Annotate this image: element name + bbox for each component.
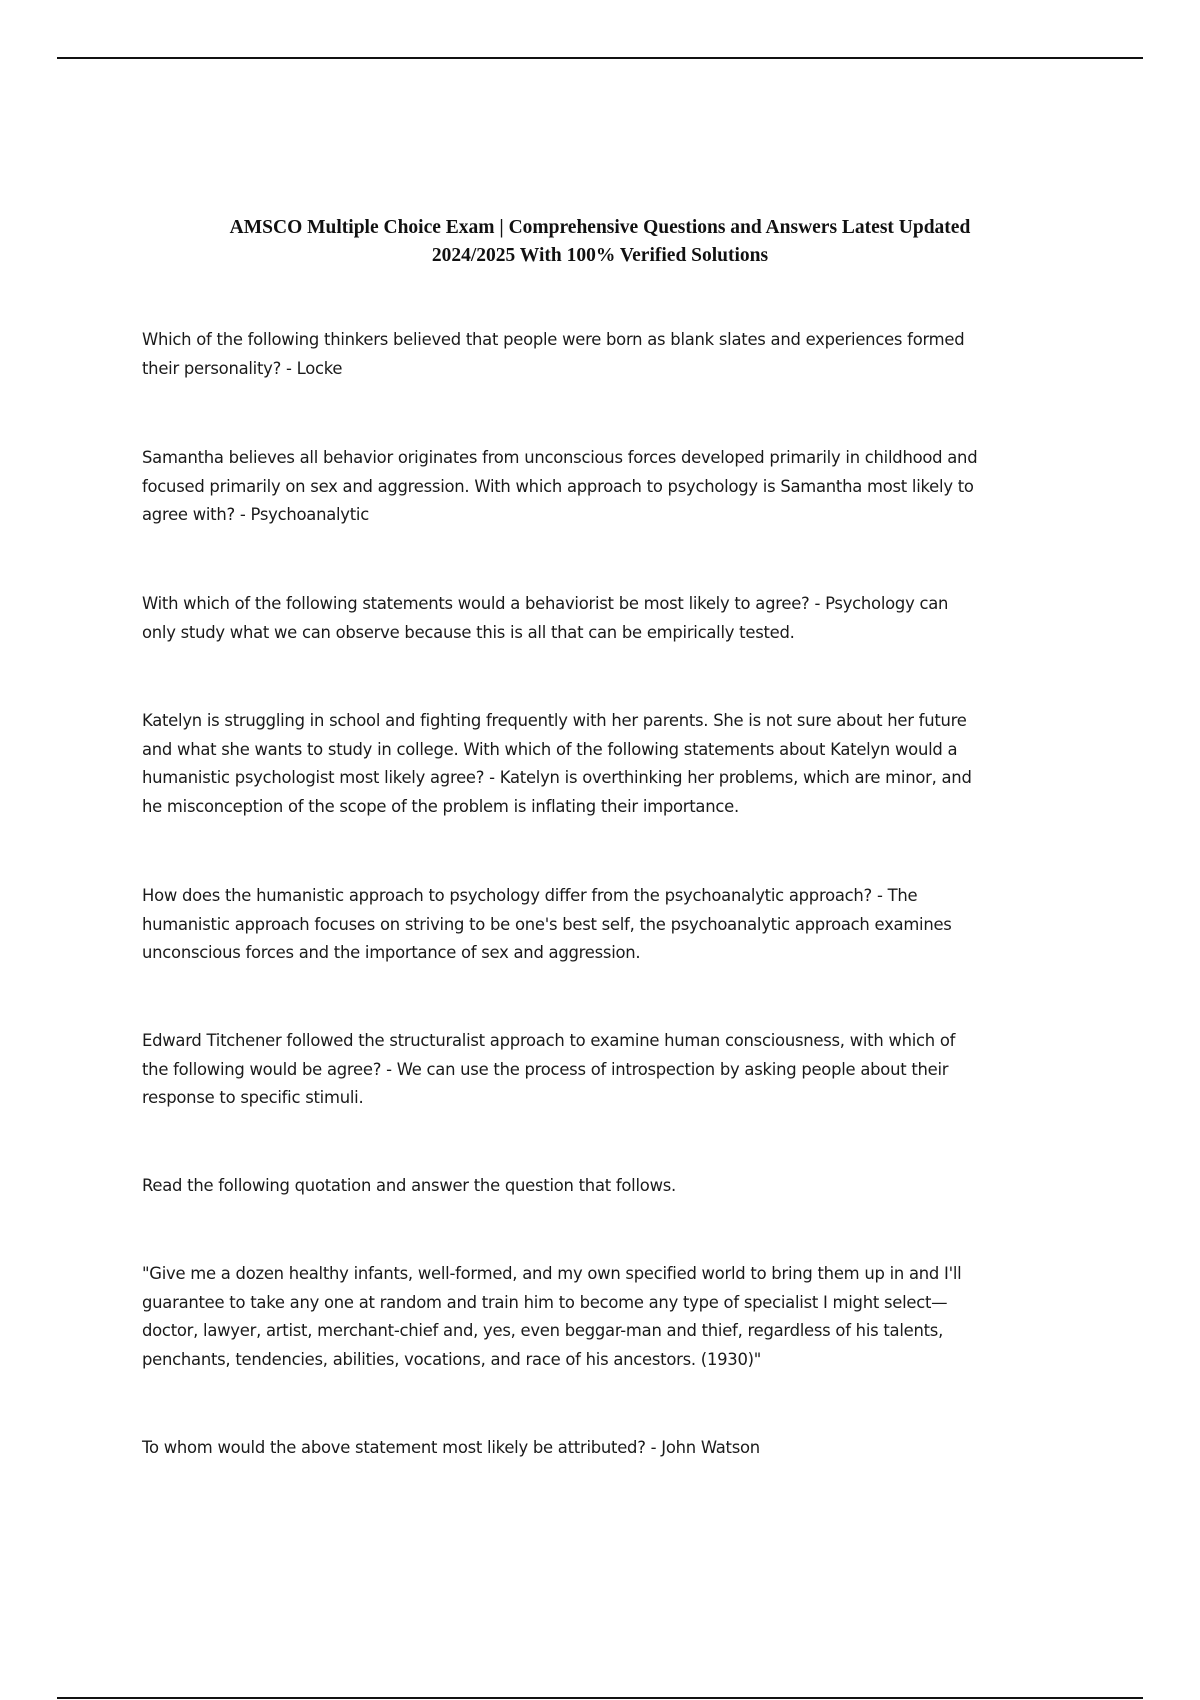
text-line: he misconception of the scope of the problem is inflating their importance. — [142, 796, 739, 816]
text-line: humanistic psychologist most likely agree? - Katelyn is overthinking her problems, which are minor, and — [142, 768, 972, 788]
text-line: Edward Titchener followed the structuralist approach to examine human consciousness, with which of — [142, 1031, 956, 1050]
text-line: doctor, lawyer, artist, merchant-chief and, yes, even beggar-man and thief, regardless of his talents, — [142, 1321, 944, 1341]
question-humanistic-vs-psychoanalytic — [142, 882, 1072, 968]
text-line: only study what we can observe because this is all that can be empirically tested. — [142, 622, 795, 642]
text-line: Which of the following thinkers believed that people were born as blank slates and experiences formed — [142, 330, 965, 349]
text-line: agree with? - Psychoanalytic — [142, 505, 369, 525]
top-rule — [57, 57, 1143, 59]
question-behaviorist — [142, 590, 1072, 647]
text-line: penchants, tendencies, abilities, vocations, and race of his ancestors. (1930)" — [142, 1349, 762, 1369]
text-line: and what she wants to study in college. With which of the following statements about Katelyn would a — [142, 739, 958, 759]
text-line: unconscious forces and the importance of sex and aggression. — [142, 943, 641, 963]
question-psychoanalytic — [142, 444, 1072, 530]
text-line: response to specific stimuli. — [142, 1088, 364, 1108]
text-line: With which of the following statements would a behaviorist be most likely to agree? - Psychology can — [142, 594, 949, 613]
document-title — [150, 214, 1050, 270]
quotation-intro — [142, 1172, 1072, 1201]
question-john-watson — [142, 1434, 1072, 1463]
text-line: humanistic approach focuses on striving to be one's best self, the psychoanalytic approach examines — [142, 914, 952, 934]
question-locke — [142, 326, 1072, 383]
text-line: Katelyn is struggling in school and fighting frequently with her parents. She is not sure about her future — [142, 711, 967, 730]
text-line: focused primarily on sex and aggression. With which approach to psychology is Samantha most likely to — [142, 476, 974, 496]
text-line: Samantha believes all behavior originates from unconscious forces developed primarily in childhood and — [142, 448, 978, 467]
text-line: the following would be agree? - We can use the process of introspection by asking people about their — [142, 1059, 949, 1079]
text-line: "Give me a dozen healthy infants, well-formed, and my own specified world to bring them up in and I'll — [142, 1264, 962, 1283]
bottom-rule — [57, 1697, 1143, 1699]
title-line: AMSCO Multiple Choice Exam | Comprehensive Questions and Answers Latest Updated — [229, 217, 971, 238]
text-line: How does the humanistic approach to psychology differ from the psychoanalytic approach? - The — [142, 886, 918, 905]
watson-quotation — [142, 1260, 1072, 1374]
text-line: their personality? - Locke — [142, 358, 343, 378]
text-line: To whom would the above statement most likely be attributed? - John Watson — [142, 1438, 760, 1457]
question-titchener — [142, 1027, 1072, 1113]
text-line: guarantee to take any one at random and train him to become any type of specialist I might select— — [142, 1292, 948, 1312]
question-humanistic-katelyn — [142, 707, 1072, 821]
title-line: 2024/2025 With 100% Verified Solutions — [431, 245, 769, 266]
text-line: Read the following quotation and answer the question that follows. — [142, 1176, 676, 1195]
